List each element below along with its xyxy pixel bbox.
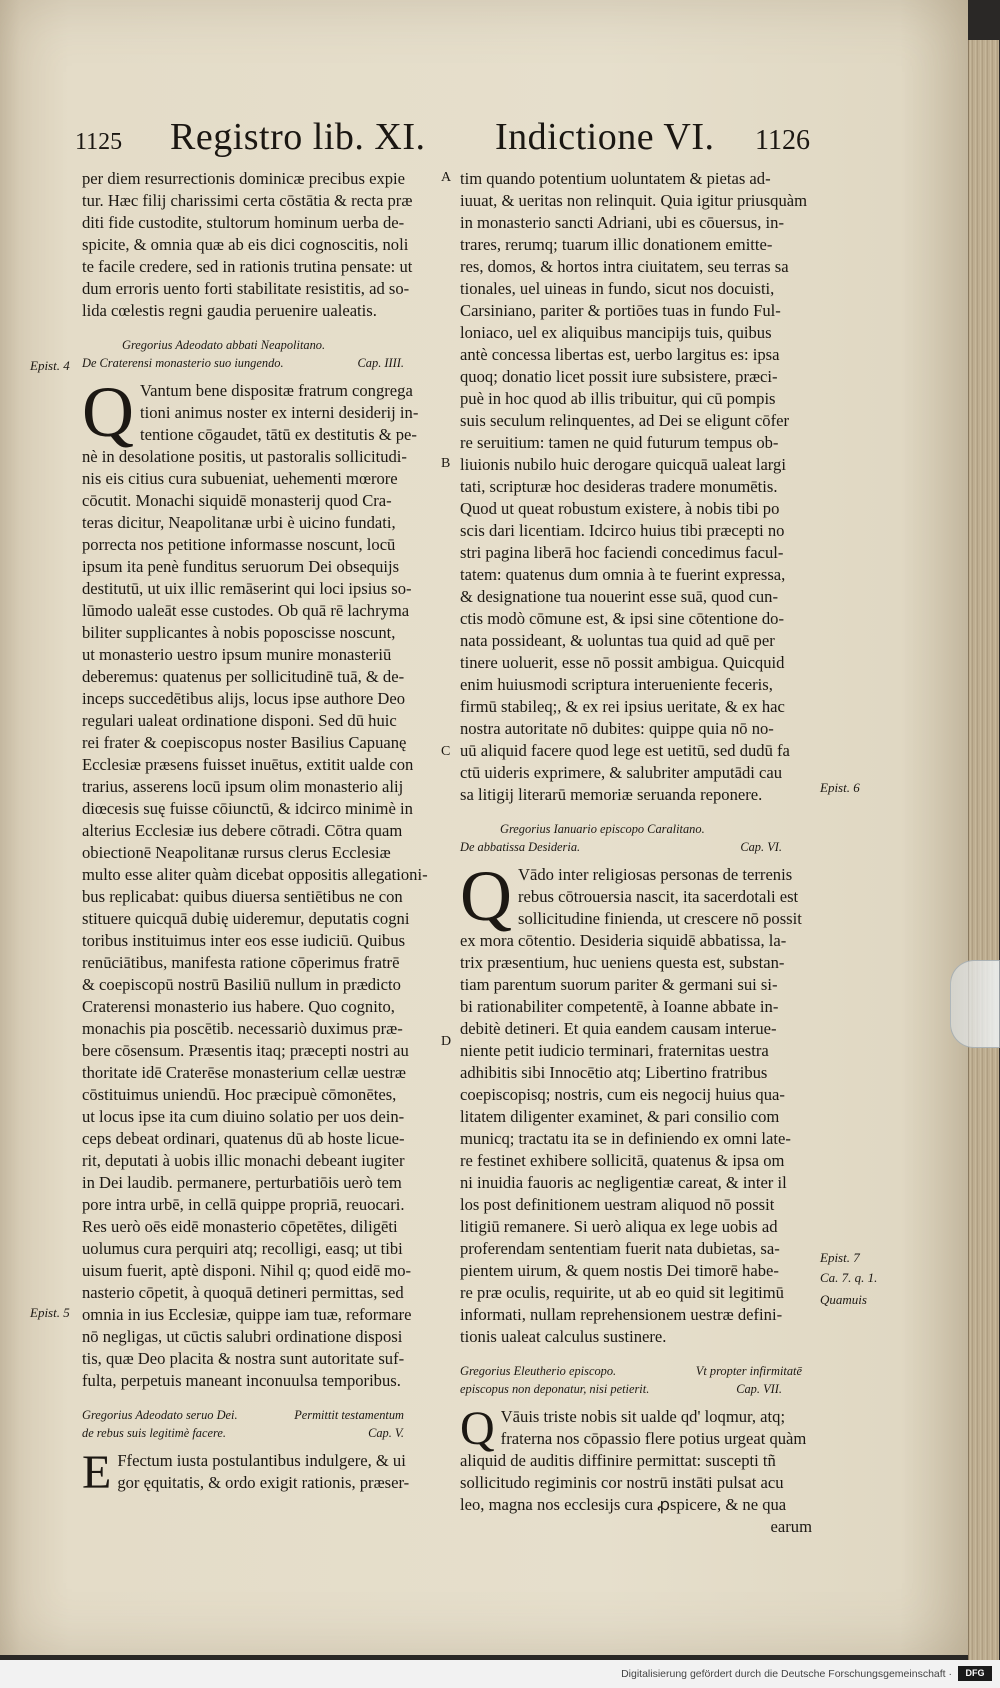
text-line: loniaco, uel ex aliquibus mancipijs tuis, quibus xyxy=(460,323,772,342)
text-line: in Dei laudib. permanere, perturbatiōis uerò tem xyxy=(82,1173,402,1192)
book-clip xyxy=(950,960,1000,1048)
ep6-heading-1: Gregorius Ianuario episcopo Caralitano. xyxy=(500,822,705,836)
text-line: sollicitudo regiminis cor nostrū instāti pulsat acu xyxy=(460,1473,784,1492)
text-line: re præ oculis, requirite, ut ab eo quid sit legitimū xyxy=(460,1283,784,1302)
margin-note-epist5: Epist. 5 xyxy=(30,1305,70,1320)
text-line: stituere quicquā dubię uideremur, deputatis cogni xyxy=(82,909,410,928)
text-line: res, domos, & hortos intra ciuitatem, seu terras sa xyxy=(460,257,789,276)
text-line: toribus instituimus inter eos esse iudiciū. Quibus xyxy=(82,931,406,950)
text-line: antè concessa libertas est, uerbo largitus es: ipsa xyxy=(460,345,780,364)
ep7-initial: Q xyxy=(460,1402,495,1455)
text-line: cōcutit. Monachi siquidē monasterij quod Cra- xyxy=(82,491,392,510)
text-line: nō negligas, ut cūctis salubri ordinatione disposi xyxy=(82,1327,403,1346)
text-line: uolumus cura perquiri atq; recolligi, easq; ut tibi xyxy=(82,1239,403,1258)
text-line: Quod ut queat robustum existere, à nobis tibi po xyxy=(460,499,780,518)
text-line: tati, scripturæ hoc desideras tradere monumētis. xyxy=(460,477,778,496)
text-line: Carsiniano, pariter & portiōes tuas in fundo Ful- xyxy=(460,301,781,320)
text-line: los post definitionem uestram aliquod nō possit xyxy=(460,1195,775,1214)
text-line: cōstituimus uniendū. Hoc præcipuè cōmonētes, xyxy=(82,1085,397,1104)
text-line: ut monasterio uestro ipsum munire monasteriū xyxy=(82,645,392,664)
text-line: in monasterio sancti Adriani, ubi es cōuersus, in- xyxy=(460,213,784,232)
text-line: uū aliquid facere quod lege est uetitū, sed dudū fa xyxy=(460,741,790,760)
text-line: suis seculum relinquentes, ad Dei se eligunt cōfer xyxy=(460,411,790,430)
text-line: fraterna nos cōpassio flere potius urgeat quàm xyxy=(500,1429,807,1448)
text-line: ctū uideris exprimere, & salubriter amputādi cau xyxy=(460,763,783,782)
text-line: tentione cōgaudet, tātū ex destitutis & pe- xyxy=(140,425,417,444)
text-line: obiectionē Neapolitanæ rursus clerus Ecclesiæ xyxy=(82,843,391,862)
text-line: alterius Ecclesiæ ius debere cōtradi. Cōtra quam xyxy=(82,821,403,840)
text-line: iuuat, & ueritas non relinquit. Quia igitur priusquàm xyxy=(460,191,808,210)
left-running-title: Registro lib. XI. xyxy=(170,116,426,158)
ep7-heading-2: episcopus non deponatur, nisi petierit. xyxy=(460,1382,650,1396)
text-line: rit, deputati à uobis illic monachi debeant iugiter xyxy=(82,1151,405,1170)
text-line: leo, magna nos ecclesijs cura ꝓspicere, & ne qua xyxy=(460,1495,787,1514)
text-line: ceps debeat ordinari, quatenus dū ab hoste licue- xyxy=(82,1129,405,1148)
text-line: Res uerò oēs eidē monasterio cōpetētes, diligēti xyxy=(82,1217,398,1236)
ep6-body xyxy=(460,856,812,1348)
text-line: pore intra urbē, in cellā quippe propriā, reuocari. xyxy=(82,1195,405,1214)
text-line: destitutū, ut uix illic remāserint qui loci ipsius so- xyxy=(82,579,412,598)
text-line: tionis ualeat calculus sustinere. xyxy=(460,1327,667,1346)
text-line: tioni animus noster ex interni desiderij in- xyxy=(140,403,419,422)
page-edge-stack xyxy=(968,40,999,1660)
left-intro xyxy=(82,168,434,322)
text-line: Ffectum iusta postulantibus indulgere, & ui xyxy=(117,1451,406,1470)
ep6-cap: Cap. VI. xyxy=(740,840,782,854)
text-line: trix præsentium, huc ueniens questa est, substan- xyxy=(460,953,785,972)
text-line: ctis modò cōmune est, & ipsi sine cōtentione do- xyxy=(460,609,784,628)
right-column xyxy=(460,168,812,1538)
text-line: & coepiscopū nostrū Basiliū nullum in prædicto xyxy=(82,975,401,994)
text-line: liuionis nubilo huic derogare quicquā ualeat largi xyxy=(460,455,786,474)
text-line: teras dicitur, Neapolitanæ urbi è uicino fundati, xyxy=(82,513,396,532)
text-line: porrecta nos petitione informasse noscunt, locū xyxy=(82,535,396,554)
text-line: litatem diligenter examinet, & pari consilio com xyxy=(460,1107,780,1126)
text-line: diœcesis suę fuisse cōiunctū, & idcirco minimè in xyxy=(82,799,413,818)
ep5-cap: Cap. V. xyxy=(368,1426,404,1440)
text-line: tinere uoluerit, esse nō possit ambigua. Quicquid xyxy=(460,653,785,672)
text-line: inceps succedētibus alijs, locus ipse authore Deo xyxy=(82,689,406,708)
margin-letter-b: B xyxy=(441,456,451,471)
text-line: multo esse aliter quàm dicebat oppositis allegationi- xyxy=(82,865,428,884)
ep5-heading-1: Gregorius Adeodato seruo Dei. xyxy=(82,1408,238,1422)
ep7-heading-1: Gregorius Eleutherio episcopo. xyxy=(460,1364,617,1378)
text-line: ex mora cōtentio. Desideria siquidē abbatissa, la- xyxy=(460,931,787,950)
text-line: sa litigij literarū memoriæ seruanda reponere. xyxy=(460,785,763,804)
text-line: biliter supplicantes à nobis poposcisse noscunt, xyxy=(82,623,396,642)
text-line: municq; tractatu ita se in definiendo ex omni late- xyxy=(460,1129,791,1148)
ep6-initial: Q xyxy=(460,856,512,936)
ep7-heading-1b: Vt propter infirmitatē xyxy=(695,1364,802,1378)
dfg-logo: DFG xyxy=(958,1666,992,1681)
text-line: Vantum bene dispositæ fratrum congrega xyxy=(140,381,413,400)
ep4-body xyxy=(82,372,434,1392)
text-line: enim huiusmodi scriptura interueniente feceris, xyxy=(460,675,773,694)
catchword: earum xyxy=(770,1517,812,1536)
text-line: ut locus ipse ita cum diuino solatio per uos dein- xyxy=(82,1107,405,1126)
left-column xyxy=(82,168,434,1499)
text-line: tur. Hæc filij charissimi certa cōstātia & recta præ xyxy=(82,191,413,210)
text-line: trares, rerumq; tuarum illic donationem emitte- xyxy=(460,235,773,254)
text-line: spicite, & omnia quæ ab eis dici cognoscitis, noli xyxy=(82,235,409,254)
text-line: firmū stabileq;, & ex rei ipsius ueritate, & ex hac xyxy=(460,697,785,716)
text-line: tim quando potentium uoluntatem & pietas ad- xyxy=(460,169,771,188)
text-line: trarius, asserens locū ipsum olim monasterio alij xyxy=(82,777,404,796)
text-line: nis eis citius cura subueniat, uehementi mœrore xyxy=(82,469,398,488)
ep7-heading-row-1 xyxy=(460,1362,812,1380)
text-line: lida cœlestis regni gaudia peruenire ualeatis. xyxy=(82,301,377,320)
text-line: lūmodo ualeāt esse custodes. Ob quā rē lachryma xyxy=(82,601,410,620)
margin-note-quamuis: Quamuis xyxy=(820,1292,867,1307)
ep6-heading-2: De abbatissa Desideria. xyxy=(460,840,581,854)
text-line: & designatione tua nouerint esse suā, quod cun- xyxy=(460,587,778,606)
text-line: tionales, uel uineas in fundo, sicut nos docuisti, xyxy=(460,279,775,298)
text-line: sollicitudine finienda, ut crescere nō possit xyxy=(518,909,802,928)
text-line: regulari ualeat ordinatione disponi. Sed dū huic xyxy=(82,711,397,730)
margin-note-epist4: Epist. 4 xyxy=(30,358,70,373)
text-line: deberemus: quatenus per sollicitudinē tuā, & de- xyxy=(82,667,405,686)
right-intro xyxy=(460,168,812,806)
text-line: per diem resurrectionis dominicæ precibus expie xyxy=(82,169,406,188)
text-line: nostra autoritate nō dubites: quippe quia nō no- xyxy=(460,719,774,738)
text-line: rebus cōtrouersia nascit, ita sacerdotali est xyxy=(518,887,799,906)
text-line: litigiū remanere. Si uerò aliqua ex lege uobis ad xyxy=(460,1217,778,1236)
text-line: nasterio cōpetit, à quoquā detineri permittas, sed xyxy=(82,1283,404,1302)
text-line: pientem uirum, & quem nostis Dei timorē habe- xyxy=(460,1261,779,1280)
text-line: aliquid de auditis diffinire permittat: suscepti tñ xyxy=(460,1451,776,1470)
text-line: dum erroris uento forti stabilitate resistitis, ad so- xyxy=(82,279,410,298)
text-line: ni inuidia fauoris ac negligentiæ careat, & inter il xyxy=(460,1173,787,1192)
text-line: Ecclesiæ præsens fuisset inuētus, extitit ualde con xyxy=(82,755,414,774)
text-line: uisum fuerit, aptè disponi. Nihil q; quod eidē mo- xyxy=(82,1261,412,1280)
text-line: renūciātibus, manifesta ratione cōperimus fratrē xyxy=(82,953,400,972)
text-line: niente petit iudicio terminari, fraternitas uestra xyxy=(460,1041,769,1060)
text-line: scis dari licentiam. Idcirco huius tibi præcepti no xyxy=(460,521,785,540)
right-page-number: 1126 xyxy=(755,125,810,156)
ep4-cap: Cap. IIII. xyxy=(357,356,404,370)
ep7-cap: Cap. VII. xyxy=(736,1382,782,1396)
text-line: proferendam sententiam fuerit nata dubietas, sa- xyxy=(460,1239,780,1258)
margin-letter-a: A xyxy=(441,170,452,185)
footer-credit: Digitalisierung gefördert durch die Deutsche Forschungsgemeinschaft · xyxy=(621,1668,952,1680)
text-line: omnia in ius Ecclesiæ, quippe iam tuæ, reformare xyxy=(82,1305,412,1324)
text-line: thoritate idē Craterēse monasterium cellæ uestræ xyxy=(82,1063,406,1082)
text-line: diti fide custodite, stultorum hominum uerba de- xyxy=(82,213,405,232)
text-line: monachis pia poscētib. necessariò duximus præ- xyxy=(82,1019,403,1038)
ep4-initial: Q xyxy=(82,372,134,452)
text-line: re seruitium: tamen ne quid futurum tempus ob- xyxy=(460,433,779,452)
margin-letter-d: D xyxy=(441,1034,452,1049)
ep7-body xyxy=(460,1402,812,1538)
ep5-heading-1b: Permittit testamentum xyxy=(294,1408,404,1422)
text-line: nè in desolatione positis, ut pastoralis sollicitudi- xyxy=(82,447,407,466)
text-line: fulta, perpetuis maneant inconuulsa temporibus. xyxy=(82,1371,401,1390)
margin-note-epist6: Epist. 6 xyxy=(820,780,860,795)
text-line: stri pagina liberā hoc faciendi concedimus facul- xyxy=(460,543,784,562)
text-line: tiam parentum suorum pariter & germani sui si- xyxy=(460,975,778,994)
text-line: rei frater & coepiscopus noster Basilius Capuanę xyxy=(82,733,407,752)
ep6-heading-row xyxy=(460,838,812,856)
ep5-body xyxy=(82,1446,434,1499)
text-line: Craterensi monasterio ius habere. Quo cognito, xyxy=(82,997,395,1016)
text-line: bus replicabat: quibus diuersa sentiētibus ne con xyxy=(82,887,403,906)
text-line: debitè detineri. Et quia eandem causam interue- xyxy=(460,1019,777,1038)
margin-note-epist7: Epist. 7 xyxy=(820,1250,860,1265)
ep5-heading-2: de rebus suis legitimè facere. xyxy=(82,1426,226,1440)
text-line: quoq; donatio licet possit iure subsistere, præci- xyxy=(460,367,778,386)
margin-note-causa: Ca. 7. q. 1. xyxy=(820,1270,878,1285)
left-page-number: 1125 xyxy=(75,129,123,155)
text-line: tatem: quatenus dum omnia à te fuerint expressa, xyxy=(460,565,786,584)
text-line: bere cōsensum. Præsentis itaq; præcepti nostri au xyxy=(82,1041,409,1060)
text-line: adhibitis sibi Innocētio atq; Libertino fratribus xyxy=(460,1063,768,1082)
text-line: coepiscopisq; nostris, cum eis negocij huius qua- xyxy=(460,1085,785,1104)
text-line: gor ęquitatis, & ordo exigit rationis, præser- xyxy=(117,1473,410,1492)
ep5-initial: E xyxy=(82,1446,112,1499)
text-line: tis, quæ Deo placita & nostra sunt autoritate suf- xyxy=(82,1349,405,1368)
ep4-heading-2: De Craterensi monasterio suo iungendo. xyxy=(82,356,284,370)
text-line: puè in hoc quod ab illis tribuitur, qui cū pompis xyxy=(460,389,776,408)
text-line: bi rationabiliter competentē, à Ioanne abbate in- xyxy=(460,997,779,1016)
ep7-heading-row-2 xyxy=(460,1380,812,1398)
text-line: informati, nullam reprehensionem uestræ defini- xyxy=(460,1305,783,1324)
ep4-heading-row xyxy=(82,354,434,372)
text-line: re festinet exhibere sollicitā, quatenus & ipsa om xyxy=(460,1151,785,1170)
ep5-heading-row-2 xyxy=(82,1424,434,1442)
ep4-heading-1: Gregorius Adeodato abbati Neapolitano. xyxy=(122,338,326,352)
margin-letter-c: C xyxy=(441,744,451,759)
digitization-footer xyxy=(0,1660,1000,1688)
right-running-title: Indictione VI. xyxy=(495,116,715,158)
ep5-heading-row-1 xyxy=(82,1406,434,1424)
running-header xyxy=(75,115,815,165)
text-line: te facile credere, sed in rationis trutina pensate: ut xyxy=(82,257,413,276)
text-line: Vāuis triste nobis sit ualde qd' loqmur, atq; xyxy=(500,1407,786,1426)
text-line: Vādo inter religiosas personas de terrenis xyxy=(518,865,793,884)
text-line: nata possideant, & uoluntas tua quid ad quē per xyxy=(460,631,775,650)
text-line: ipsum ita penè funditus seruorum Dei obsequijs xyxy=(82,557,400,576)
